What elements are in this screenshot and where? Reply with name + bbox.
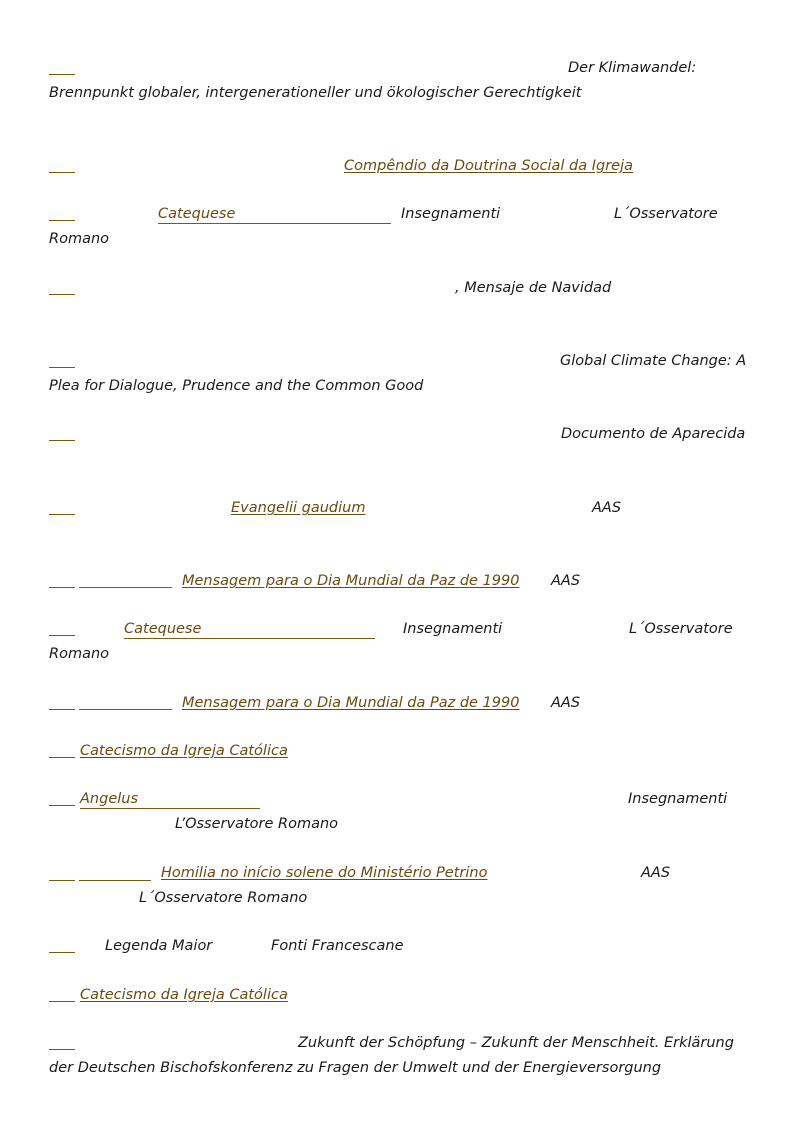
citation-source: L´Osservatore Romano	[139, 890, 308, 906]
citation-source: AAS	[641, 865, 671, 881]
footnote-number-blank	[49, 1001, 75, 1002]
footnote-number-blank	[49, 757, 75, 758]
citation-source: Romano	[49, 231, 110, 247]
footnote-number-blank	[49, 220, 75, 221]
link-underline-blank	[79, 587, 172, 588]
link-underline-blank	[79, 880, 151, 881]
citation-link[interactable]: Catequese	[158, 205, 391, 224]
footnote-number-blank	[49, 587, 75, 588]
footnote-number-blank	[49, 367, 75, 368]
footnote-number-blank	[49, 1049, 75, 1050]
citation-link[interactable]: Homilia no início solene do Ministério Petrino	[161, 865, 488, 881]
citation-title: Global Climate Change: A	[560, 353, 747, 369]
citation-source: Insegnamenti	[401, 206, 501, 222]
citation-source: L´Osservatore	[614, 206, 718, 222]
footnote-number-blank	[49, 952, 75, 953]
footnote-number-blank	[49, 635, 75, 636]
citation-title: Documento de Aparecida	[561, 426, 746, 442]
citation-link[interactable]: Catequese	[124, 620, 375, 639]
citation-source: L´Osservatore	[629, 621, 733, 637]
footnote-number-blank	[49, 709, 75, 710]
citation-source: Insegnamenti	[403, 621, 503, 637]
citation-link[interactable]: Mensagem para o Dia Mundial da Paz de 1990	[182, 695, 520, 711]
footnote-number-blank	[49, 74, 75, 75]
citation-source: Insegnamenti	[628, 791, 728, 807]
citation-link[interactable]: Compêndio da Doutrina Social da Igreja	[344, 158, 634, 174]
citation-link[interactable]: Catecismo da Igreja Católica	[80, 987, 288, 1003]
footnote-number-blank	[49, 294, 75, 295]
citation-title: Plea for Dialogue, Prudence and the Common Good	[49, 378, 424, 394]
citation-source: Romano	[49, 646, 110, 662]
citation-source: L’Osservatore Romano	[175, 816, 339, 832]
citation-link[interactable]: Catecismo da Igreja Católica	[80, 743, 288, 759]
citation-link[interactable]: Mensagem para o Dia Mundial da Paz de 1990	[182, 573, 520, 589]
footnote-number-blank	[49, 805, 75, 806]
link-underline-blank	[79, 709, 172, 710]
citation-title: , Mensaje de Navidad	[455, 280, 612, 296]
footnote-number-blank	[49, 172, 75, 173]
citation-title: der Deutschen Bischofskonferenz zu Fragen der Umwelt und der Energieversorgung	[49, 1060, 662, 1076]
citation-title: Legenda Maior	[105, 938, 213, 954]
citation-link[interactable]: Evangelii gaudium	[231, 500, 366, 516]
citation-source: AAS	[551, 695, 581, 711]
citation-link[interactable]: Angelus	[80, 790, 260, 809]
footnote-number-blank	[49, 880, 75, 881]
citation-title: Brennpunkt globaler, intergenerationeller und ökologischer Gerechtigkeit	[49, 85, 582, 101]
footnote-number-blank	[49, 514, 75, 515]
footnote-number-blank	[49, 440, 75, 441]
citation-source: AAS	[551, 573, 581, 589]
citation-source: AAS	[592, 500, 622, 516]
citation-source: Fonti Francescane	[271, 938, 404, 954]
citation-title: Zukunft der Schöpfung – Zukunft der Menschheit. Erklärung	[298, 1035, 734, 1051]
citation-title: Der Klimawandel:	[568, 60, 697, 76]
